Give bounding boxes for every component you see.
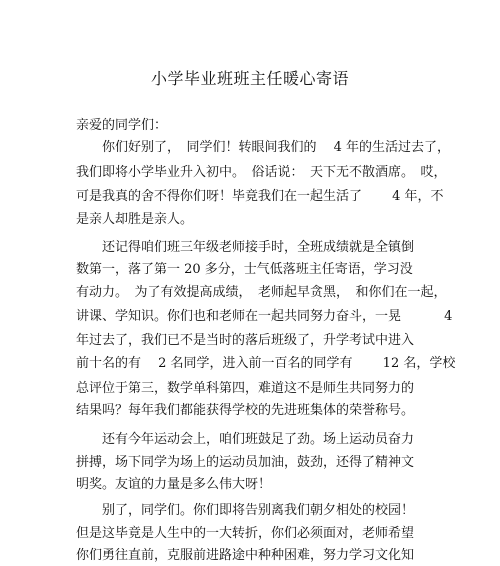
text-line: 别了，同学们。你们即将告别离我们朝夕相处的校园！ [76, 503, 415, 518]
text-line: 还记得咱们班三年级老师接手时，全班成绩就是全镇倒 [76, 240, 415, 255]
text-line: 亲爱的同学们： [76, 118, 168, 133]
document-title: 小学毕业班班主任暖心寄语 [150, 69, 349, 88]
text-line: 还有今年运动会上，咱们班鼓足了劲。场上运动员奋力 [76, 432, 415, 447]
text-line: 讲课、学知识。你们也和老师在一起共同努力奋斗，一晃 4 [76, 309, 453, 324]
text-line: 结果吗？每年我们都能获得学校的先进班集体的荣誉称号。 [76, 403, 415, 418]
text-line: 是亲人却胜是亲人。 [76, 212, 194, 227]
text-line: 年过去了，我们已不是当时的落后班级了，升学考试中进入 [76, 333, 415, 348]
text-line: 明奖。友谊的力量是多么伟大呀！ [76, 477, 272, 492]
text-line: 但是这毕竟是人生中的一大转折，你们必须面对，老师希望 [76, 526, 415, 541]
text-line: 我们即将小学毕业升入初中。 俗话说： 天下无不散酒席。 哎， [76, 165, 447, 180]
text-line: 前十名的有 2 名同学，进入前一百名的同学有 12 名，学校 [76, 356, 456, 371]
text-line: 拼搏，场下同学为场上的运动员加油，鼓劲，还得了精神文 [76, 455, 415, 470]
text-line: 总评位于第三，数学单科第四，难道这不是师生共同努力的 [76, 381, 415, 396]
text-line: 可是我真的舍不得你们呀！毕竟我们在一起生活了 4 年，不 [76, 189, 444, 204]
text-line: 有动力。 为了有效提高成绩， 老师起早贪黑， 和你们在一起， [76, 285, 447, 300]
text-line: 你们好别了， 同学们！转眼间我们的 4 年的生活过去了， [76, 140, 451, 155]
text-line: 数第一，落了第一 20 多分，士气低落班主任寄语，学习没 [76, 262, 413, 277]
text-line: 你们勇往直前，克服前进路途中种种困难，努力学习文化知 [76, 548, 415, 563]
